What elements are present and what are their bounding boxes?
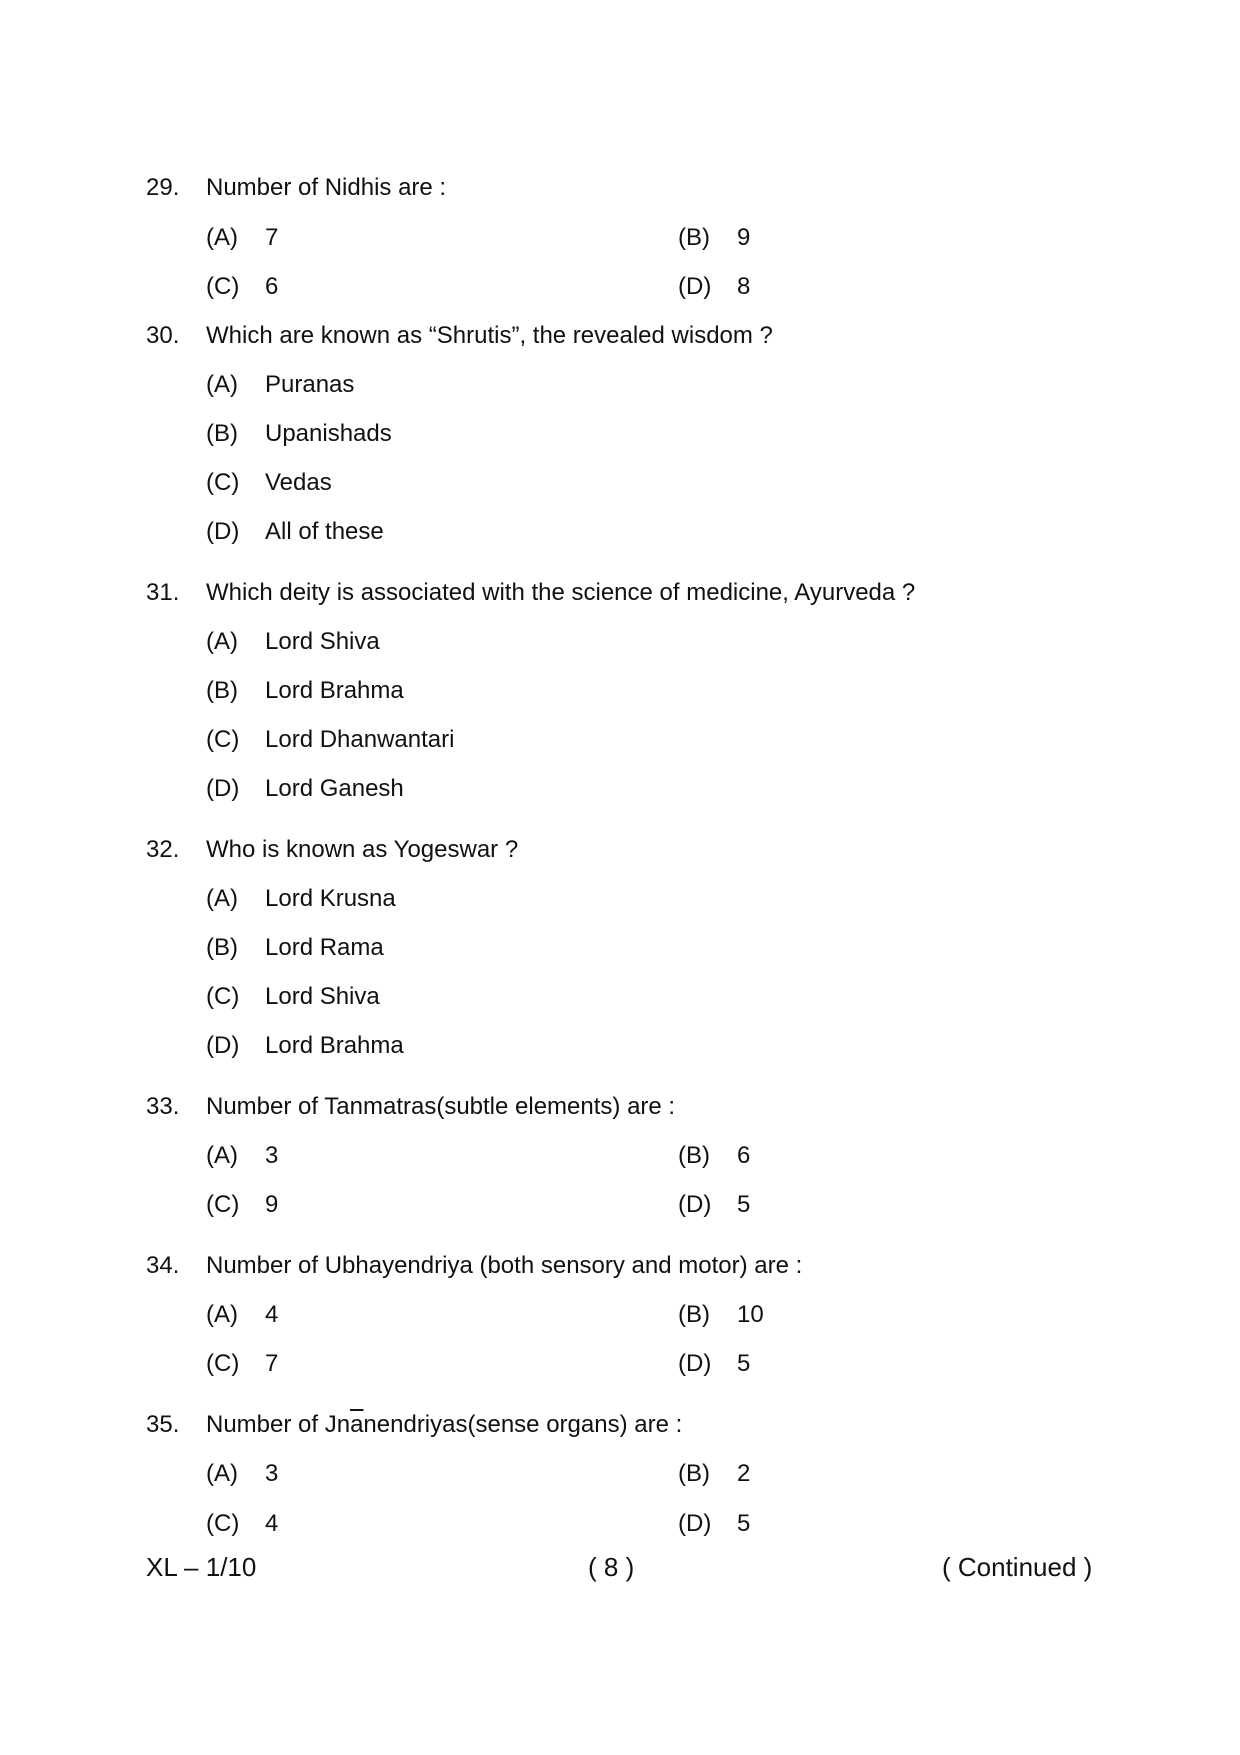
option-text: 7 (265, 1350, 279, 1377)
option-label: (A) (206, 885, 238, 912)
option-label: (B) (678, 1460, 710, 1487)
option-label: (C) (206, 1191, 240, 1218)
option-text: 10 (737, 1301, 764, 1328)
option-text: 7 (265, 224, 279, 251)
option-d[interactable] (206, 518, 384, 546)
option-text: Lord Shiva (265, 628, 380, 655)
option-a[interactable] (206, 885, 396, 913)
option-c[interactable] (206, 273, 278, 301)
option-text: 4 (265, 1301, 279, 1328)
question-number: 34. (146, 1252, 180, 1279)
option-text: Lord Brahma (265, 1032, 404, 1059)
option-label: (A) (206, 1460, 238, 1487)
option-b[interactable] (678, 224, 750, 252)
question-number: 31. (146, 579, 180, 606)
option-label: (C) (206, 983, 240, 1010)
option-label: (C) (206, 273, 240, 300)
option-text: 6 (265, 273, 279, 300)
option-a[interactable] (206, 1460, 278, 1488)
option-b[interactable] (678, 1142, 750, 1170)
option-text: Lord Brahma (265, 677, 404, 704)
option-text: Puranas (265, 371, 355, 398)
question-number: 35. (146, 1411, 180, 1438)
option-b[interactable] (678, 1460, 750, 1488)
option-a[interactable] (206, 1301, 278, 1329)
option-label: (D) (678, 273, 712, 300)
question-number: 30. (146, 322, 180, 349)
option-label: (C) (206, 1510, 240, 1537)
continued-label: ( Continued ) (942, 1552, 1093, 1582)
option-text: Lord Shiva (265, 983, 380, 1010)
question-text: Number of Nidhis are : (206, 174, 447, 201)
option-d[interactable] (206, 775, 404, 803)
option-a[interactable] (206, 224, 278, 252)
option-label: (A) (206, 1142, 238, 1169)
option-text: Lord Dhanwantari (265, 726, 455, 753)
option-b[interactable] (206, 677, 404, 705)
option-b[interactable] (678, 1301, 764, 1329)
option-text: All of these (265, 518, 384, 545)
paper-code: XL – 1/10 (146, 1552, 257, 1582)
question-number: 29. (146, 174, 180, 201)
option-label: (B) (206, 420, 238, 447)
option-label: (C) (206, 726, 240, 753)
option-text: 5 (737, 1191, 751, 1218)
option-label: (B) (678, 1142, 710, 1169)
option-label: (C) (206, 469, 240, 496)
option-label: (B) (678, 224, 710, 251)
option-text: 6 (737, 1142, 751, 1169)
option-label: (A) (206, 224, 238, 251)
question-text-macron: $\overline{a}$ (350, 1411, 364, 1438)
option-label: (B) (678, 1301, 710, 1328)
option-c[interactable] (206, 469, 332, 497)
question-text: Who is known as Yogeswar ? (206, 836, 519, 863)
question-text-part: Number of Jn (206, 1411, 351, 1438)
option-text: 4 (265, 1510, 279, 1537)
option-label: (D) (206, 1032, 240, 1059)
option-c[interactable] (206, 1510, 278, 1538)
option-text: Lord Rama (265, 934, 384, 961)
option-label: (A) (206, 628, 238, 655)
option-a[interactable] (206, 371, 354, 399)
option-c[interactable] (206, 1350, 278, 1378)
option-text: Vedas (265, 469, 332, 496)
question-text-part: nendriyas(sense organs) are : (363, 1411, 683, 1438)
question-number: 33. (146, 1093, 180, 1120)
option-text: 5 (737, 1510, 751, 1537)
option-a[interactable] (206, 1142, 278, 1170)
option-text: 9 (737, 224, 751, 251)
option-d[interactable] (678, 1191, 750, 1219)
question-text: Which are known as “Shrutis”, the revealed wisdom ? (206, 322, 773, 349)
question-number: 32. (146, 836, 180, 863)
option-text: 3 (265, 1142, 279, 1169)
question-text: Number of Tanmatras(subtle elements) are : (206, 1093, 676, 1120)
option-d[interactable] (678, 273, 750, 301)
option-text: Upanishads (265, 420, 392, 447)
option-label: (C) (206, 1350, 240, 1377)
option-label: (D) (206, 775, 240, 802)
option-a[interactable] (206, 628, 380, 656)
option-c[interactable] (206, 726, 454, 754)
option-d[interactable] (678, 1510, 750, 1538)
option-text: 8 (737, 273, 751, 300)
option-text: 5 (737, 1350, 751, 1377)
option-text: Lord Krusna (265, 885, 396, 912)
option-label: (B) (206, 677, 238, 704)
option-label: (D) (206, 518, 240, 545)
option-text: 9 (265, 1191, 279, 1218)
option-c[interactable] (206, 983, 380, 1011)
option-d[interactable] (678, 1350, 750, 1378)
option-label: (A) (206, 1301, 238, 1328)
option-label: (D) (678, 1510, 712, 1537)
option-label: (D) (678, 1350, 712, 1377)
page-number: ( 8 ) (588, 1552, 635, 1582)
option-label: (D) (678, 1191, 712, 1218)
option-c[interactable] (206, 1191, 278, 1219)
option-text: 2 (737, 1460, 751, 1487)
option-b[interactable] (206, 934, 384, 962)
question-text (206, 1411, 682, 1439)
question-text: Number of Ubhayendriya (both sensory and motor) are : (206, 1252, 803, 1279)
option-text: 3 (265, 1460, 279, 1487)
option-b[interactable] (206, 420, 392, 448)
option-label: (A) (206, 371, 238, 398)
option-d[interactable] (206, 1032, 404, 1060)
question-text: Which deity is associated with the science of medicine, Ayurveda ? (206, 579, 916, 606)
option-text: Lord Ganesh (265, 775, 404, 802)
option-label: (B) (206, 934, 238, 961)
